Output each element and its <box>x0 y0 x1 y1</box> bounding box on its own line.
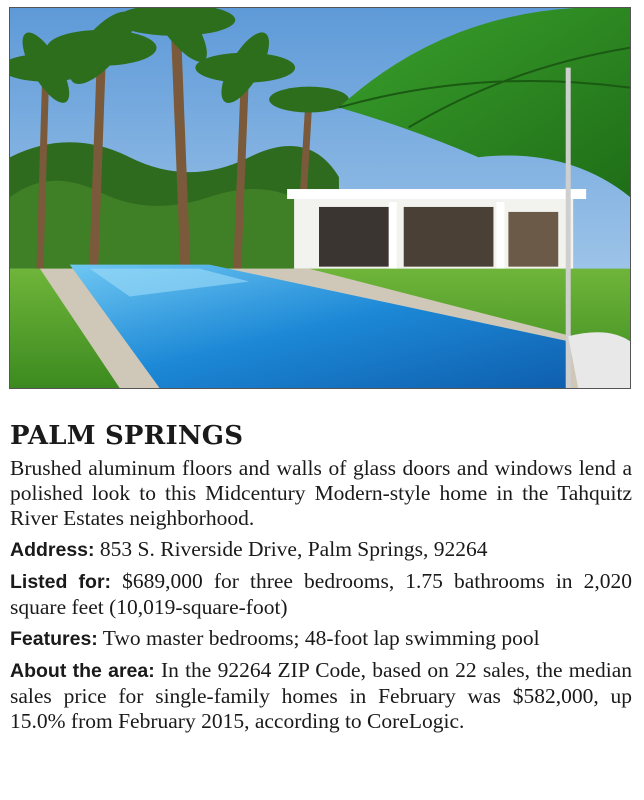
listing-intro: Brushed aluminum floors and walls of glass doors and windows lend a polished look to this Midcentury Modern-style home in the Tahquitz River Estates neighborhood. <box>10 456 632 530</box>
house <box>287 189 586 275</box>
lounge-chair <box>568 332 630 388</box>
listing-article <box>10 420 632 740</box>
address-line <box>10 537 632 563</box>
listing-photo <box>9 7 631 389</box>
features-label: Features: <box>10 628 98 650</box>
features-value: Two master bedrooms; 48-foot lap swimming pool <box>97 626 540 650</box>
pool-scene-image <box>10 8 630 388</box>
listed-for-value: $689,000 for three bedrooms, 1.75 bathrooms in 2,020 square feet (10,019-square-foot) <box>10 569 632 619</box>
listing-headline: PALM SPRINGS <box>10 421 244 451</box>
listed-for-line <box>10 569 632 620</box>
about-area-value: In the 92264 ZIP Code, based on 22 sales, the median sales price for single-family homes in February was $582,000, up 15.0% from February 2015, according to CoreLogic. <box>10 658 632 733</box>
address-label: Address: <box>10 539 95 561</box>
address-value: 853 S. Riverside Drive, Palm Springs, 92264 <box>94 537 488 561</box>
features-line <box>10 626 632 652</box>
listed-for-label: Listed for: <box>10 571 112 593</box>
about-area-line <box>10 658 632 734</box>
about-area-label: About the area: <box>10 660 155 682</box>
